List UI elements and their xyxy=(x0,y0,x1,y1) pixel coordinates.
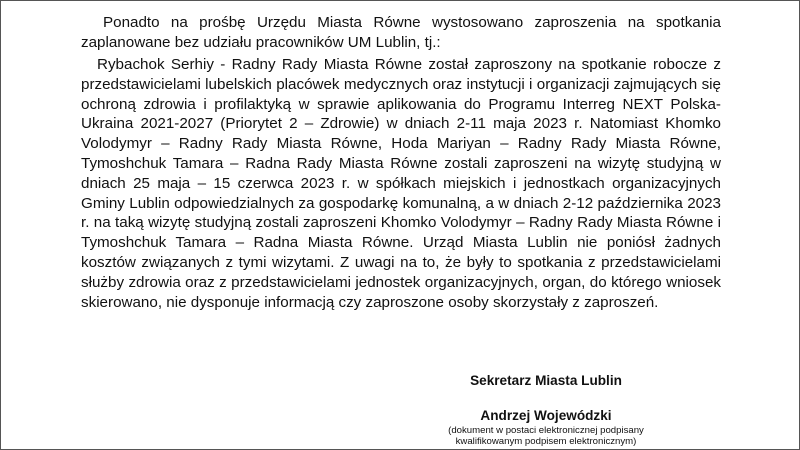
signature-note-line-1: (dokument w postaci elektronicznej podpisany xyxy=(448,425,644,436)
signature-title: Sekretarz Miasta Lublin xyxy=(470,373,622,388)
signature-name: Andrzej Wojewódzki xyxy=(480,408,612,423)
intro-paragraph: Ponadto na prośbę Urzędu Miasta Równe wystosowano zaproszenia na spotkania zaplanowane bez udziału pracowników UM Lublin, tj.: xyxy=(81,14,721,51)
body-paragraph: Rybachok Serhiy - Radny Rady Miasta Równe został zaproszony na spotkanie robocze z przedstawicielami lubelskich placówek medycznych oraz instytucji i organizacji zajmujących się ochroną zdrowia i profilaktyką w sprawie aplikowania do Programu Interreg NEXT Polska-Ukraina 2021-2027 (Priorytet 2 – Zdrowie) w dniach 2-11 maja 2023 r. Natomiast Khomko Volodymyr – Radny Rady Miasta Równe, Hoda Mariyan – Radny Rady Miasta Równe, Tymoshchuk Tamara – Radna Rady Miasta Równe zostali zaproszeni na wizytę studyjną w dniach 25 maja – 15 czerwca 2023 r. w spółkach miejskich i jednostkach organizacyjnych Gminy Lublin odpowiedzialnych za gospodarkę komunalną, a w dniach 2-12 października 2023 r. na taką wizytę studyjną zostali zaproszeni Khomko Volodymyr – Radny Rady Miasta Równe i Tymoshchuk Tamara – Radna Miasta Równe. Urząd Miasta Lublin nie poniósł żadnych kosztów związanych z tymi wizytami. Z uwagi na to, że były to spotkania z przedstawicielami służby zdrowia oraz z przedstawicielami jednostek organizacyjnych, organ, do którego wniosek skierowano, nie dysponuje informacją czy zaproszone osoby skorzystały z zaproszeń. xyxy=(81,56,721,311)
signature-note-line-2: kwalifikowanym podpisem elektronicznym) xyxy=(455,436,637,447)
signature-note xyxy=(401,425,691,447)
